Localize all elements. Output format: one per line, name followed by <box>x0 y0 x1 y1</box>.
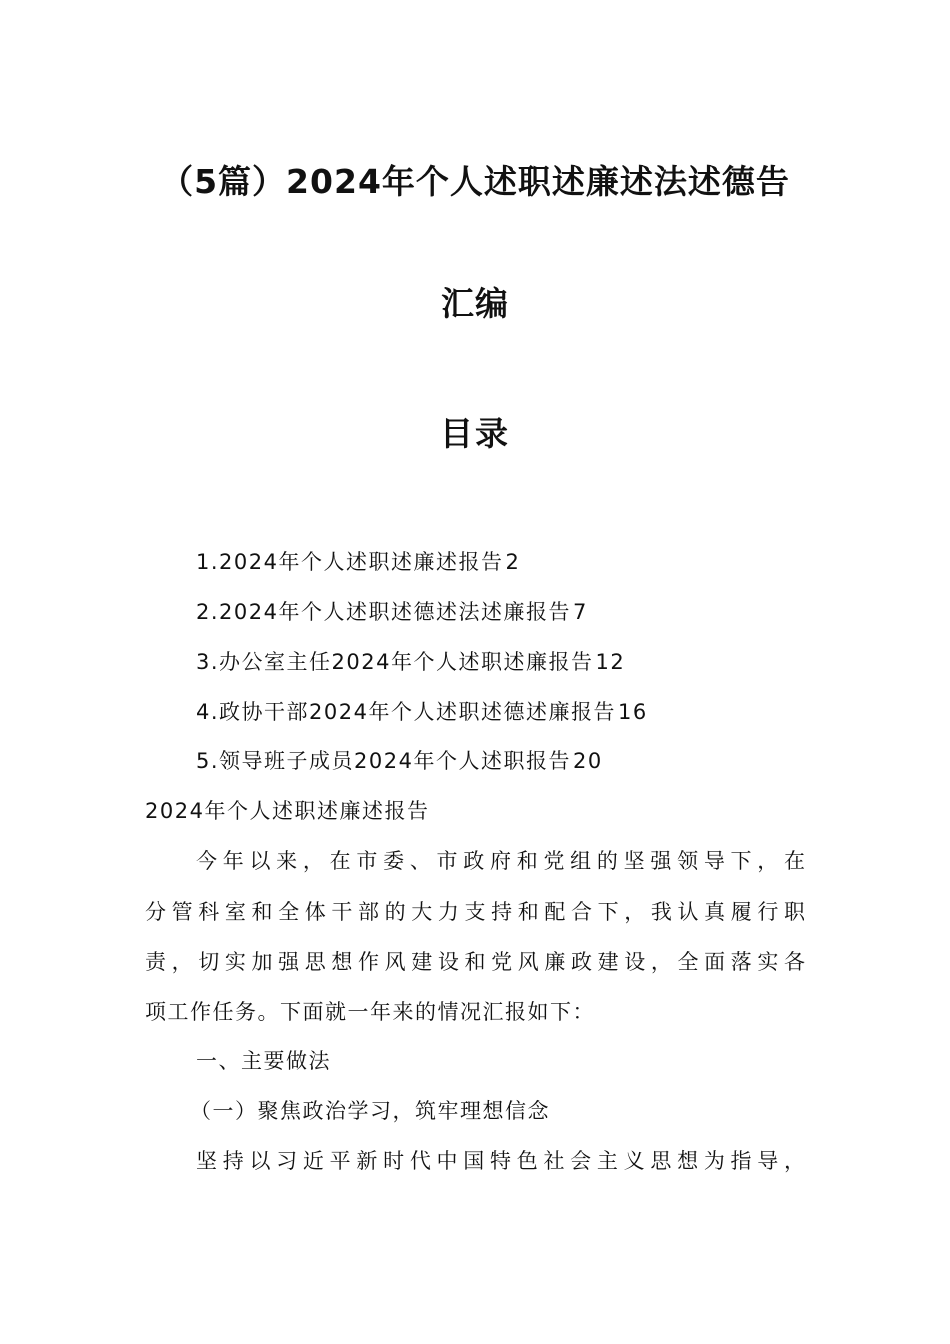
paragraph-line: 责，切实加强思想作风建设和党风廉政建设，全面落实各 <box>145 950 805 974</box>
paragraph-line: 坚持以习近平新时代中国特色社会主义思想为指导， <box>196 1149 805 1173</box>
toc-item-2[interactable] <box>196 597 588 627</box>
toc-item-label: 3.办公室主任2024年个人述职述廉报告 <box>196 650 594 674</box>
heading-level-1: 一、主要做法 <box>196 1049 331 1073</box>
toc-item-page: 12 <box>595 650 626 674</box>
toc-item-label: 5.领导班子成员2024年个人述职报告 <box>196 749 571 773</box>
document-title-line-1: （5篇）2024年个人述职述廉述法述德告 <box>160 162 790 201</box>
toc-item-page: 7 <box>572 600 588 624</box>
section-title: 2024年个人述职述廉述报告 <box>145 799 430 823</box>
toc-item-page: 16 <box>617 700 648 724</box>
toc-heading: 目录 <box>440 414 510 453</box>
toc-item-3[interactable] <box>196 647 625 677</box>
toc-item-page: 2 <box>505 550 521 574</box>
paragraph-line: 分管科室和全体干部的大力支持和配合下，我认真履行职 <box>145 900 805 924</box>
document-title-line-2: 汇编 <box>441 284 509 323</box>
toc-item-label: 1.2024年个人述职述廉述报告 <box>196 550 504 574</box>
toc-item-5[interactable] <box>196 746 603 776</box>
toc-item-1[interactable] <box>196 547 520 577</box>
paragraph-line: 今年以来，在市委、市政府和党组的坚强领导下，在 <box>196 849 805 873</box>
toc-item-label: 4.政协干部2024年个人述职述德述廉报告 <box>196 700 616 724</box>
heading-level-2: （一）聚焦政治学习，筑牢理想信念 <box>190 1099 550 1123</box>
toc-item-page: 20 <box>572 749 603 773</box>
toc-item-4[interactable] <box>196 697 648 727</box>
paragraph-line: 项工作任务。下面就一年来的情况汇报如下： <box>145 1000 595 1024</box>
toc-item-label: 2.2024年个人述职述德述法述廉报告 <box>196 600 571 624</box>
